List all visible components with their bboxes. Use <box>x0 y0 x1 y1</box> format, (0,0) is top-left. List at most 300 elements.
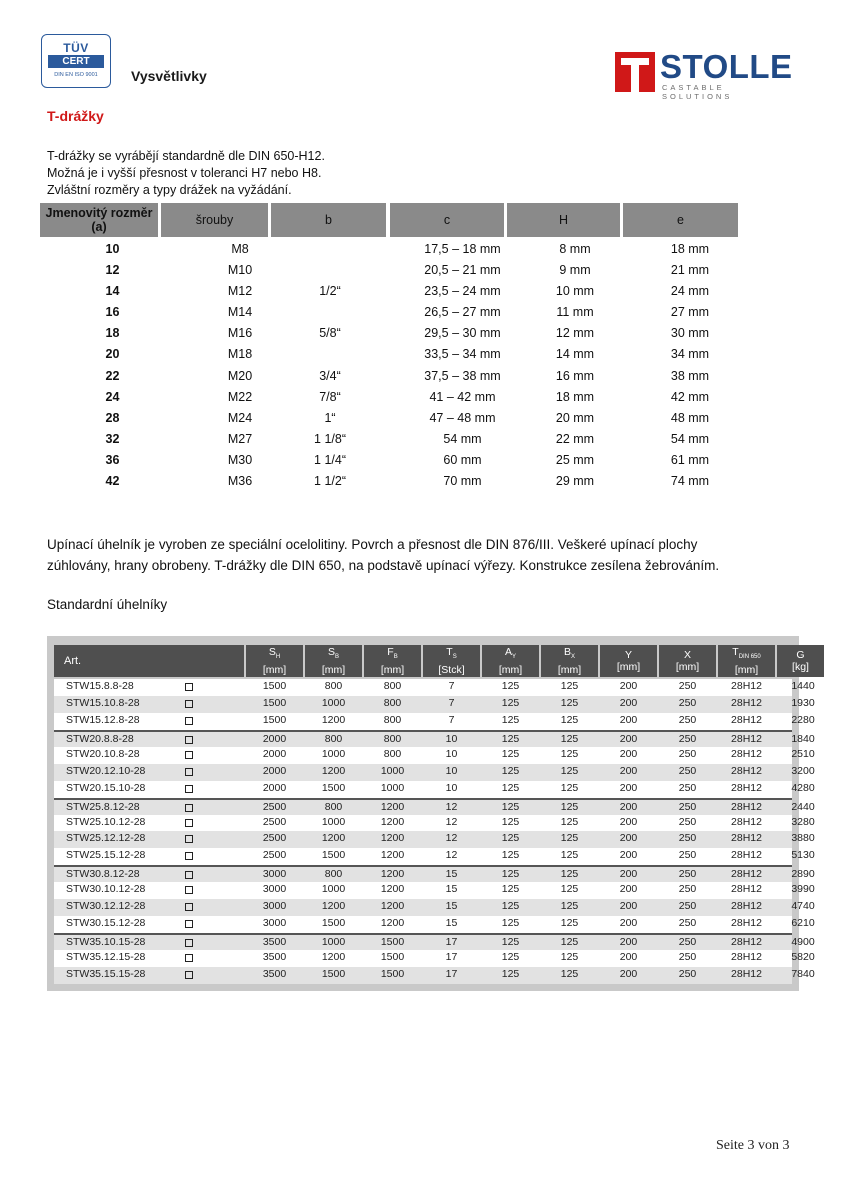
table-cell: 12 <box>445 832 458 845</box>
checkbox-icon[interactable] <box>185 785 193 793</box>
table-cell: 1000 <box>380 764 405 777</box>
table-cell: 125 <box>560 936 579 949</box>
e-cell: 42 mm <box>670 389 710 404</box>
table-cell: 1000 <box>321 883 346 896</box>
checkbox-icon[interactable] <box>185 871 193 879</box>
checkbox-icon[interactable] <box>185 920 193 928</box>
checkbox-icon[interactable] <box>185 768 193 776</box>
table-cell: 3500 <box>262 967 287 980</box>
table-cell: 125 <box>501 696 520 709</box>
header-symbol <box>732 646 760 663</box>
table-cell: 1000 <box>321 696 346 709</box>
table-cell: 28H12 <box>731 849 762 862</box>
table-cell: 28H12 <box>731 800 762 813</box>
table-cell: 250 <box>678 883 697 896</box>
t-slot-header-h: H <box>507 203 620 237</box>
standard-header-col <box>718 645 775 677</box>
table-cell: 1500 <box>380 951 405 963</box>
header-unit: [mm] <box>262 663 287 676</box>
standard-header-col <box>659 645 716 677</box>
table-row <box>54 798 815 815</box>
stolle-logo <box>615 48 800 101</box>
table-cell: 15 <box>445 917 458 930</box>
header-subscript: H <box>275 654 281 661</box>
checkbox-icon[interactable] <box>185 736 193 744</box>
table-cell: 250 <box>678 815 697 828</box>
h-cell: 14 mm <box>555 347 595 362</box>
table-cell: 28H12 <box>731 936 762 949</box>
h-cell: 29 mm <box>555 474 595 489</box>
table-cell: 17 <box>445 967 458 980</box>
header-symbol <box>684 649 691 661</box>
header-unit: [mm] <box>616 661 641 673</box>
h-cell: 25 mm <box>555 452 595 467</box>
header-subscript: Y <box>512 654 517 661</box>
article-number: STW20.10.8-28 <box>66 747 140 760</box>
table-cell: 1200 <box>380 917 405 930</box>
table-cell: 28H12 <box>731 680 762 692</box>
article-number: STW25.10.12-28 <box>66 815 146 828</box>
standard-header-col <box>600 645 657 677</box>
table-cell: 125 <box>501 747 520 760</box>
tuv-din-text: DIN EN ISO 9001 <box>54 72 98 78</box>
table-cell: 800 <box>383 696 402 709</box>
header-unit: [mm] <box>498 663 523 676</box>
table-cell: 1200 <box>380 900 405 913</box>
table-cell: 28H12 <box>731 900 762 913</box>
standard-header-col <box>423 645 480 677</box>
checkbox-icon[interactable] <box>185 903 193 911</box>
table-cell: 5820 <box>791 951 815 963</box>
standard-header-col <box>364 645 421 677</box>
table-cell: 1500 <box>262 713 287 726</box>
e-cell: 24 mm <box>670 284 710 299</box>
table-row <box>54 916 815 933</box>
header-subscript: S <box>452 654 457 661</box>
header-main: G <box>796 649 805 661</box>
article-number: STW35.12.15-28 <box>66 951 146 963</box>
table-cell: 1200 <box>321 900 346 913</box>
table-cell: 125 <box>560 800 579 813</box>
section-title-t-slots: T-drážky <box>47 108 104 124</box>
bolt-cell: M14 <box>227 305 253 320</box>
header-main: A <box>504 646 512 659</box>
article-number: STW30.8.12-28 <box>66 868 140 881</box>
table-cell: 125 <box>501 868 520 881</box>
t-slot-header-b: b <box>271 203 386 237</box>
size-cell: 36 <box>105 452 120 467</box>
table-cell: 1500 <box>321 967 346 980</box>
c-cell: 29,5 – 30 mm <box>424 326 501 341</box>
table-cell: 200 <box>619 732 638 745</box>
table-cell: 125 <box>501 967 520 980</box>
checkbox-icon[interactable] <box>185 804 193 812</box>
table-cell: 1500 <box>262 696 287 709</box>
table-row <box>54 865 815 882</box>
h-cell: 18 mm <box>555 389 595 404</box>
table-cell: 800 <box>383 680 402 692</box>
table-cell: 125 <box>560 883 579 896</box>
table-cell: 200 <box>619 917 638 930</box>
t-slot-row <box>40 282 740 303</box>
table-cell: 125 <box>560 747 579 760</box>
e-cell: 74 mm <box>670 474 710 489</box>
c-cell: 37,5 – 38 mm <box>424 368 501 383</box>
h-cell: 8 mm <box>559 242 591 256</box>
table-cell: 15 <box>445 900 458 913</box>
table-cell: 200 <box>619 800 638 813</box>
table-row <box>54 815 815 832</box>
table-cell: 1200 <box>321 764 346 777</box>
table-row <box>54 730 815 747</box>
table-cell: 28H12 <box>731 832 762 845</box>
table-row <box>54 831 815 848</box>
checkbox-icon[interactable] <box>185 819 193 827</box>
table-cell: 250 <box>678 832 697 845</box>
header-symbol <box>387 646 397 663</box>
e-cell: 61 mm <box>670 452 710 467</box>
h-cell: 16 mm <box>555 368 595 383</box>
table-cell: 250 <box>678 680 697 692</box>
checkbox-icon[interactable] <box>185 683 193 691</box>
table-cell: 2500 <box>262 815 287 828</box>
header-unit: [Stck] <box>438 663 465 676</box>
table-cell: 250 <box>678 781 697 794</box>
table-cell: 3990 <box>791 883 815 896</box>
table-cell: 800 <box>324 800 343 813</box>
bolt-cell: M10 <box>227 263 253 278</box>
table-cell: 28H12 <box>731 868 762 881</box>
table-cell: 125 <box>560 951 579 963</box>
table-cell: 250 <box>678 696 697 709</box>
bolt-cell: M36 <box>227 474 253 489</box>
table-cell: 250 <box>678 732 697 745</box>
table-cell: 1200 <box>380 832 405 845</box>
standard-header-col <box>305 645 362 677</box>
table-cell: 17 <box>445 951 458 963</box>
table-cell: 10 <box>445 747 458 760</box>
table-cell: 2500 <box>262 849 287 862</box>
table-cell: 7 <box>448 696 455 709</box>
table-cell: 250 <box>678 800 697 813</box>
table-cell: 28H12 <box>731 696 762 709</box>
table-cell: 125 <box>501 951 520 963</box>
description-paragraph <box>47 534 719 576</box>
b-cell: 1 1/8“ <box>314 431 346 446</box>
c-cell: 47 – 48 mm <box>429 410 496 425</box>
table-cell: 125 <box>560 917 579 930</box>
table-cell: 3000 <box>262 917 287 930</box>
table-cell: 250 <box>678 747 697 760</box>
checkbox-icon[interactable] <box>185 852 193 860</box>
table-cell: 125 <box>501 849 520 862</box>
table-cell: 2890 <box>791 868 815 881</box>
table-cell: 125 <box>501 732 520 745</box>
t-slot-table-body <box>40 240 740 493</box>
bolt-cell: M27 <box>227 431 253 446</box>
header-unit: [mm] <box>675 661 700 673</box>
checkbox-icon[interactable] <box>185 939 193 947</box>
table-cell: 200 <box>619 713 638 726</box>
checkbox-icon[interactable] <box>185 700 193 708</box>
table-cell: 1000 <box>321 936 346 949</box>
t-slot-header-c: c <box>390 203 504 237</box>
standard-header-col <box>246 645 303 677</box>
t-slot-row <box>40 324 740 345</box>
article-number: STW15.8.8-28 <box>66 680 134 692</box>
table-cell: 250 <box>678 868 697 881</box>
header-unit: [mm] <box>557 663 582 676</box>
table-row <box>54 679 815 696</box>
size-cell: 32 <box>105 431 120 446</box>
header-main: Y <box>624 649 632 661</box>
header-subscript: X <box>571 654 576 661</box>
h-cell: 9 mm <box>559 263 591 278</box>
c-cell: 70 mm <box>443 474 482 489</box>
table-cell: 200 <box>619 936 638 949</box>
checkbox-icon[interactable] <box>185 751 193 759</box>
c-cell: 26,5 – 27 mm <box>424 305 501 320</box>
bolt-cell: M24 <box>227 410 253 425</box>
table-cell: 125 <box>501 781 520 794</box>
h-cell: 10 mm <box>555 284 595 299</box>
table-cell: 1000 <box>321 815 346 828</box>
c-cell: 17,5 – 18 mm <box>424 242 501 256</box>
standard-table-body <box>54 679 815 984</box>
t-slot-row <box>40 367 740 388</box>
header-subscript: B <box>393 654 398 661</box>
table-cell: 125 <box>560 967 579 980</box>
table-cell: 125 <box>560 732 579 745</box>
checkbox-icon[interactable] <box>185 717 193 725</box>
table-cell: 125 <box>501 800 520 813</box>
table-cell: 1500 <box>321 781 346 794</box>
standard-header-col <box>482 645 539 677</box>
table-cell: 1200 <box>380 849 405 862</box>
table-cell: 28H12 <box>731 764 762 777</box>
header-unit: [kg] <box>792 661 809 673</box>
table-cell: 200 <box>619 781 638 794</box>
table-cell: 125 <box>560 764 579 777</box>
size-cell: 28 <box>105 410 120 425</box>
table-cell: 28H12 <box>731 781 762 794</box>
t-slot-header-e: e <box>623 203 738 237</box>
t-slot-row <box>40 261 740 282</box>
h-cell: 20 mm <box>555 410 595 425</box>
article-number: STW20.8.8-28 <box>66 732 134 745</box>
table-cell: 200 <box>619 696 638 709</box>
table-cell: 5130 <box>791 849 815 862</box>
b-cell: 1/2“ <box>319 284 341 299</box>
table-cell: 800 <box>324 680 343 692</box>
c-cell: 41 – 42 mm <box>429 389 496 404</box>
article-number: STW20.12.10-28 <box>66 764 146 777</box>
table-cell: 1000 <box>321 747 346 760</box>
table-cell: 250 <box>678 849 697 862</box>
size-cell: 18 <box>105 326 120 341</box>
size-cell: 14 <box>105 284 120 299</box>
table-cell: 125 <box>501 713 520 726</box>
table-cell: 200 <box>619 900 638 913</box>
header-symbol <box>564 646 575 663</box>
t-slot-intro <box>47 148 325 199</box>
t-slot-row <box>40 430 740 451</box>
table-cell: 28H12 <box>731 883 762 896</box>
h-cell: 11 mm <box>556 305 594 320</box>
e-cell: 34 mm <box>670 347 710 362</box>
table-cell: 125 <box>560 680 579 692</box>
table-cell: 15 <box>445 868 458 881</box>
intro-line: Zvláštní rozměry a typy drážek na vyžádání. <box>47 183 292 197</box>
table-cell: 250 <box>678 764 697 777</box>
table-cell: 250 <box>678 967 697 980</box>
table-cell: 2000 <box>262 732 287 745</box>
header-symbol <box>796 649 804 661</box>
c-cell: 60 mm <box>443 452 482 467</box>
article-number: STW25.12.12-28 <box>66 832 146 845</box>
table-cell: 250 <box>678 713 697 726</box>
table-cell: 2500 <box>262 800 287 813</box>
table-cell: 250 <box>678 951 697 963</box>
size-cell: 10 <box>105 242 120 256</box>
table-cell: 200 <box>619 747 638 760</box>
header-main: X <box>683 649 691 661</box>
e-cell: 48 mm <box>670 410 710 425</box>
table-cell: 28H12 <box>731 951 762 963</box>
table-cell: 3200 <box>791 764 815 777</box>
table-cell: 125 <box>501 832 520 845</box>
table-cell: 17 <box>445 936 458 949</box>
table-row <box>54 899 815 916</box>
table-cell: 1200 <box>380 815 405 828</box>
standard-header-col <box>777 645 824 677</box>
c-cell: 33,5 – 34 mm <box>424 347 501 362</box>
paragraph-line: zúhlovány, hrany obrobeny. T-drážky dle DIN 650, na podstavě upínací výřezy. Konstrukce zesílena žebrováním. <box>47 558 720 573</box>
table-cell: 15 <box>445 883 458 896</box>
h-cell: 22 mm <box>555 431 595 446</box>
table-cell: 1200 <box>380 868 405 881</box>
table-cell: 800 <box>324 868 343 881</box>
t-slot-header-bolts: šrouby <box>161 203 268 237</box>
size-cell: 20 <box>105 347 120 362</box>
stolle-mark-icon <box>615 52 655 92</box>
table-cell: 200 <box>619 764 638 777</box>
c-cell: 23,5 – 24 mm <box>424 284 501 299</box>
page-title: Vysvětlivky <box>131 68 207 84</box>
c-cell: 20,5 – 21 mm <box>424 263 501 278</box>
checkbox-icon[interactable] <box>185 835 193 843</box>
checkbox-icon[interactable] <box>185 954 193 962</box>
table-cell: 125 <box>560 849 579 862</box>
intro-line: T-drážky se vyrábějí standardně dle DIN 650-H12. <box>47 149 325 163</box>
article-number: STW30.15.12-28 <box>66 917 146 930</box>
article-number: STW30.12.12-28 <box>66 900 146 913</box>
bolt-cell: M20 <box>227 368 253 383</box>
article-number: STW35.15.15-28 <box>66 967 146 980</box>
table-row <box>54 713 815 730</box>
table-row <box>54 967 815 984</box>
table-row <box>54 781 815 798</box>
table-cell: 1500 <box>380 967 405 980</box>
size-cell: 12 <box>105 263 120 278</box>
e-cell: 27 mm <box>670 305 710 320</box>
header-subscript: DIN 650 <box>738 654 761 661</box>
t-slot-row <box>40 240 740 261</box>
table-cell: 7840 <box>791 967 815 980</box>
table-cell: 28H12 <box>731 713 762 726</box>
e-cell: 54 mm <box>670 431 710 446</box>
table-cell: 125 <box>560 713 579 726</box>
header-unit: [mm] <box>380 663 405 676</box>
table-row <box>54 848 815 865</box>
table-cell: 10 <box>445 781 458 794</box>
header-main: T <box>732 646 739 659</box>
header-unit: [mm] <box>734 663 759 676</box>
table-row <box>54 747 815 764</box>
table-cell: 1500 <box>321 917 346 930</box>
table-cell: 200 <box>619 883 638 896</box>
table-cell: 125 <box>560 900 579 913</box>
header-main: Art. <box>64 655 82 667</box>
table-cell: 125 <box>501 900 520 913</box>
b-cell: 3/4“ <box>319 368 341 383</box>
table-cell: 2280 <box>791 713 815 726</box>
t-slot-row <box>40 409 740 430</box>
table-cell: 1200 <box>321 951 346 963</box>
table-cell: 6210 <box>791 917 815 930</box>
table-cell: 800 <box>383 747 402 760</box>
table-cell: 3000 <box>262 883 287 896</box>
brand-tagline: CASTABLE SOLUTIONS <box>662 83 733 101</box>
header-symbol <box>505 646 516 663</box>
table-cell: 10 <box>445 732 458 745</box>
article-number: STW15.12.8-28 <box>66 713 140 726</box>
article-number: STW15.10.8-28 <box>66 696 140 709</box>
table-cell: 1930 <box>791 696 815 709</box>
table-cell: 1200 <box>321 832 346 845</box>
size-cell: 24 <box>105 389 120 404</box>
header-unit: [mm] <box>321 663 346 676</box>
b-cell: 1 1/2“ <box>314 474 346 489</box>
table-cell: 200 <box>619 967 638 980</box>
h-cell: 12 mm <box>555 326 595 341</box>
table-cell: 3500 <box>262 951 287 963</box>
bolt-cell: M8 <box>231 242 249 256</box>
standard-header-col <box>541 645 598 677</box>
b-cell: 1 1/4“ <box>314 452 346 467</box>
checkbox-icon[interactable] <box>185 971 193 979</box>
checkbox-icon[interactable] <box>185 886 193 894</box>
table-cell: 200 <box>619 849 638 862</box>
table-cell: 250 <box>678 917 697 930</box>
table-cell: 125 <box>560 815 579 828</box>
header-symbol <box>328 646 339 663</box>
header-main: F <box>387 646 394 659</box>
table-cell: 1500 <box>262 680 287 692</box>
table-cell: 7 <box>448 713 455 726</box>
table-cell: 2500 <box>262 832 287 845</box>
table-cell: 1200 <box>380 800 405 813</box>
t-slot-row <box>40 388 740 409</box>
table-cell: 200 <box>619 832 638 845</box>
header-subscript: B <box>335 654 340 661</box>
table-cell: 800 <box>383 713 402 726</box>
table-cell: 3500 <box>262 936 287 949</box>
b-cell: 7/8“ <box>319 389 341 404</box>
article-number: STW35.10.15-28 <box>66 936 146 949</box>
table-cell: 2000 <box>262 764 287 777</box>
table-cell: 12 <box>445 800 458 813</box>
